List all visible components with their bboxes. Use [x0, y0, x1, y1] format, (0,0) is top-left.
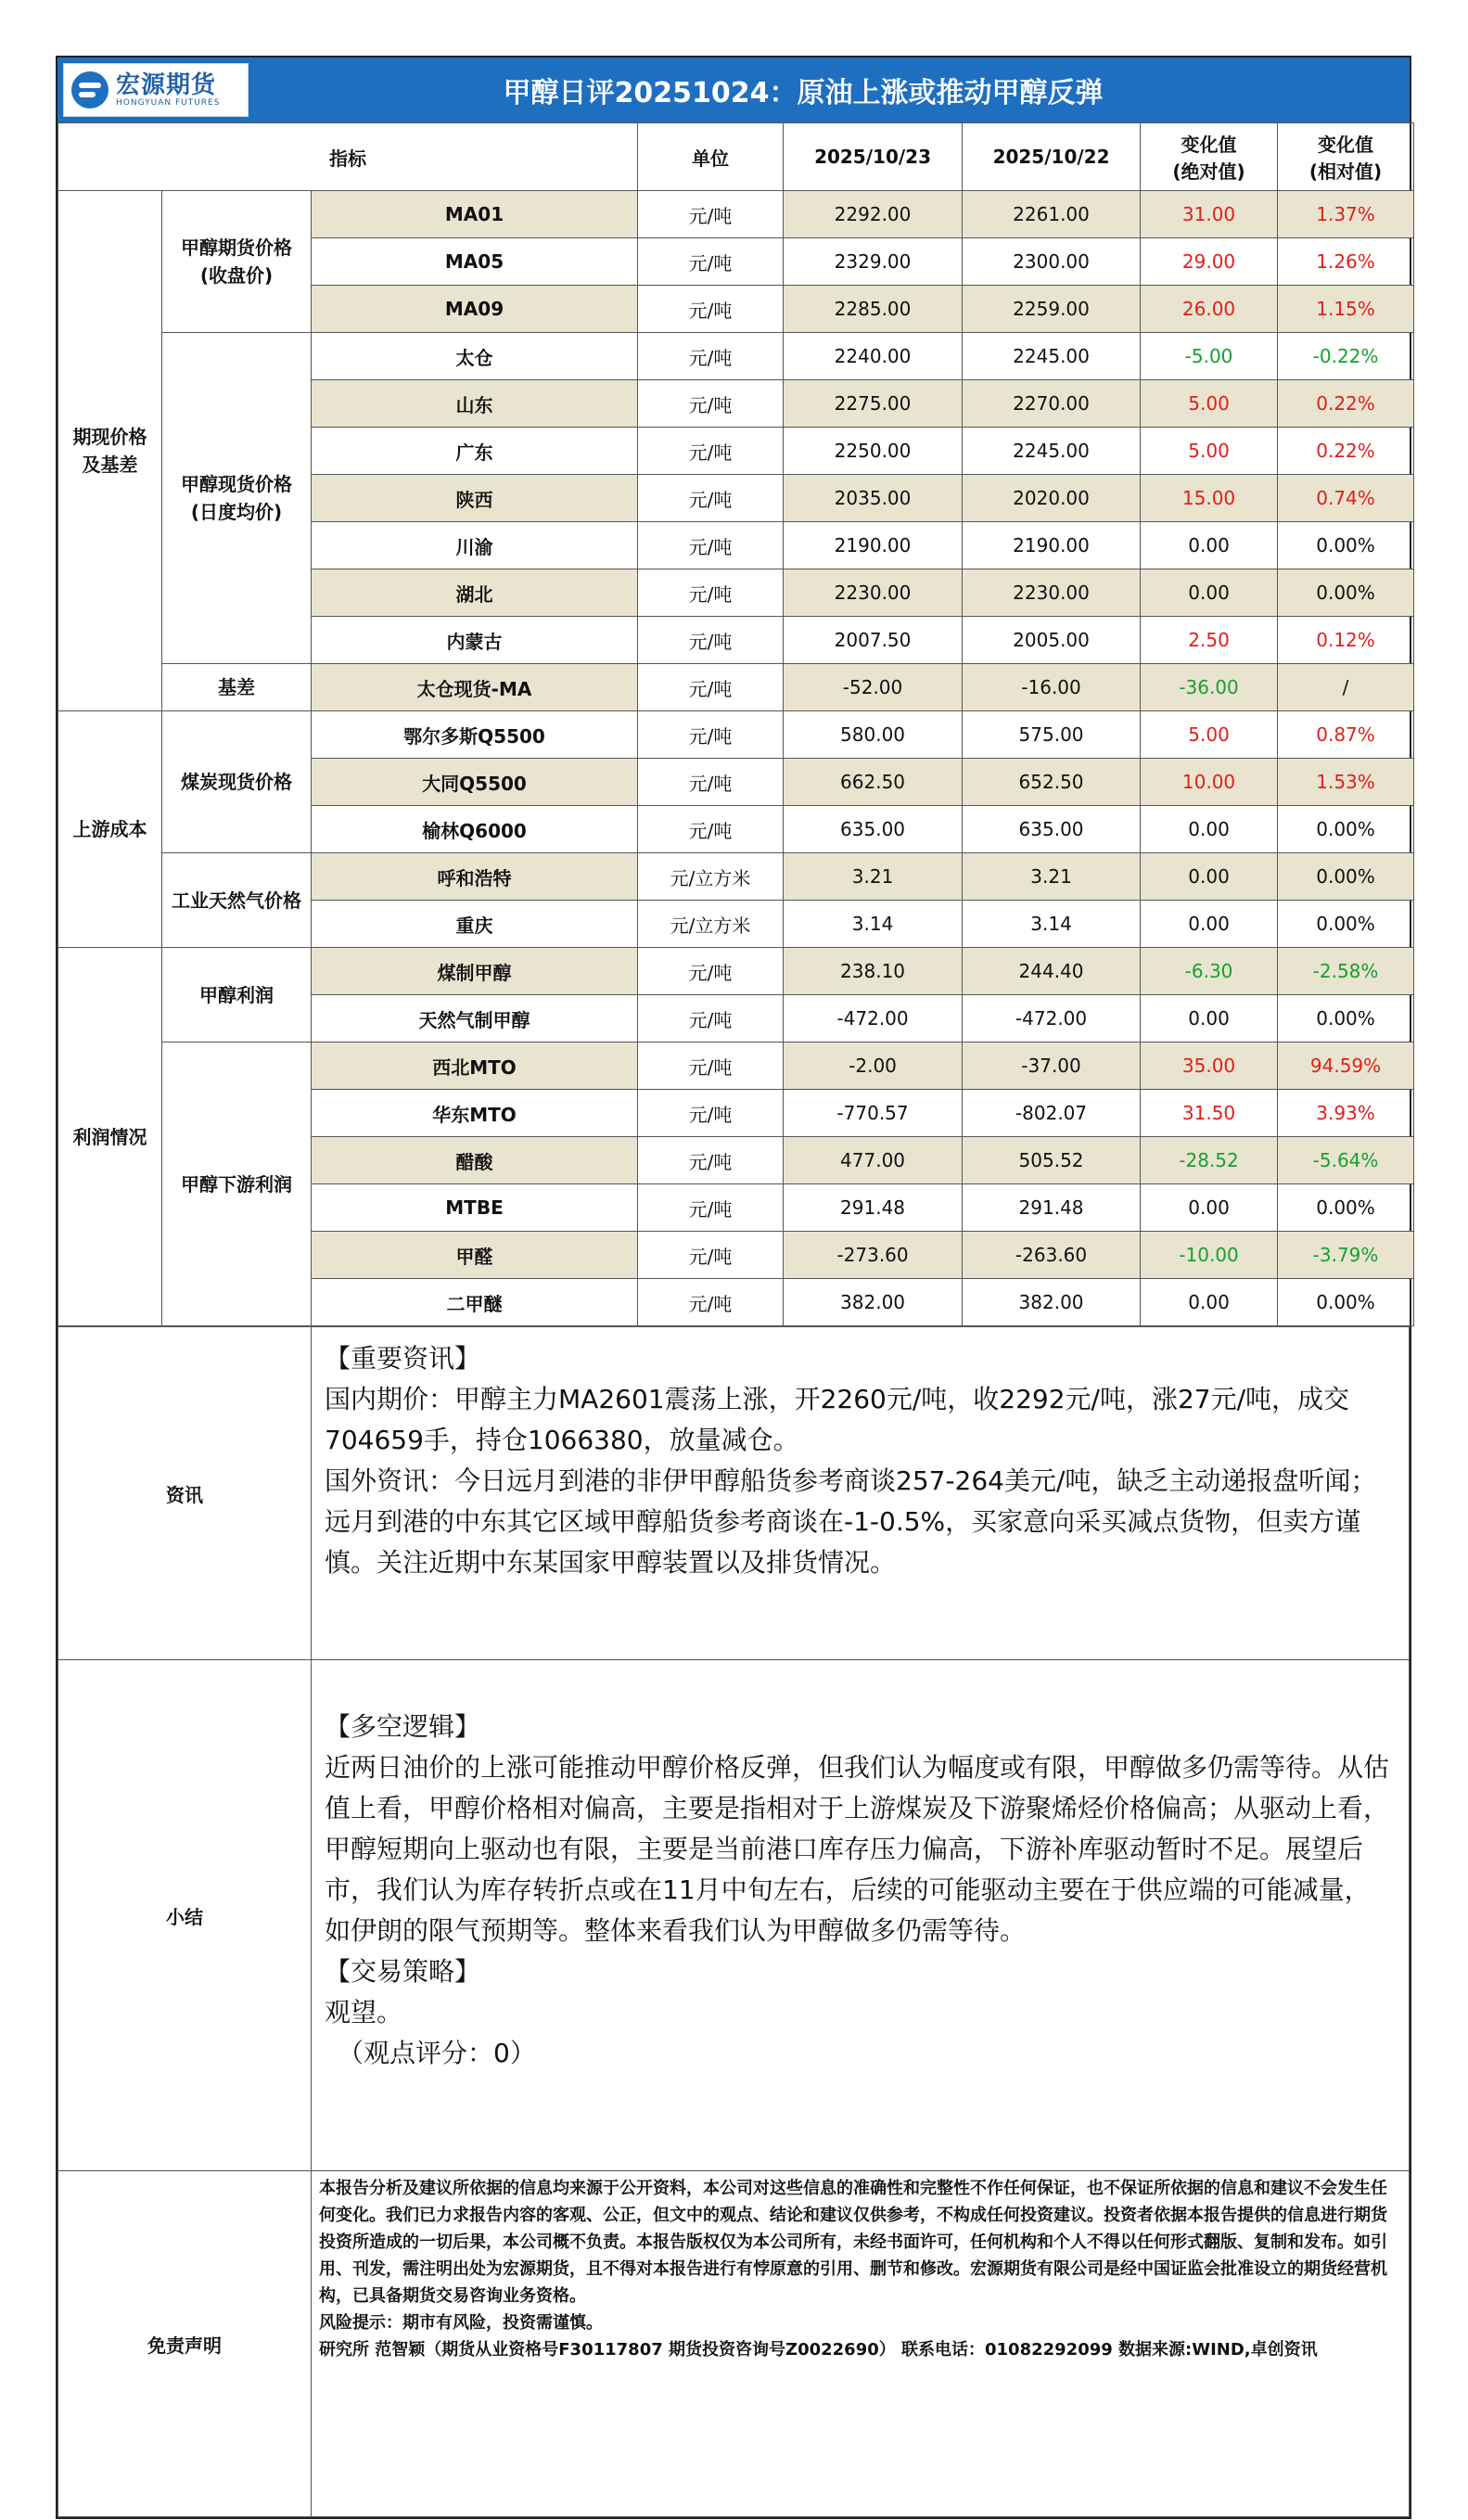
indicator-name: 太仓 [312, 333, 638, 380]
abs-change: -6.30 [1141, 948, 1278, 995]
rel-change: 0.74% [1278, 475, 1414, 522]
table-row [58, 711, 1414, 759]
value-date2: 2245.00 [963, 333, 1141, 380]
abs-change: 0.00 [1141, 569, 1278, 617]
value-date2: 3.21 [963, 853, 1141, 901]
rel-change: 0.00% [1278, 901, 1414, 948]
unit-cell: 元/吨 [638, 806, 784, 853]
rel-change: 0.00% [1278, 569, 1414, 617]
unit-cell: 元/吨 [638, 664, 784, 711]
rel-change: 1.37% [1278, 191, 1414, 238]
unit-cell: 元/吨 [638, 995, 784, 1043]
company-logo [63, 63, 249, 117]
value-date1: 2007.50 [784, 617, 963, 664]
header-rel-change: 变化值 (相对值) [1278, 123, 1414, 191]
indicator-name: 西北MTO [312, 1043, 638, 1090]
news-p1: 国内期价：甲醇主力MA2601震荡上涨，开2260元/吨，收2292元/吨，涨27元/吨，成交704659手，持仓1066380，放量减仓。 [325, 1384, 1350, 1455]
value-date2: 2300.00 [963, 238, 1141, 286]
value-date2: 2245.00 [963, 428, 1141, 475]
news-p2: 国外资讯：今日远月到港的非伊甲醇船货参考商谈257-264美元/吨，缺乏主动递报盘听闻；远月到港的中东其它区域甲醇船货参考商谈在-1-0.5%，买家意向采买减点货物，但卖方谨慎。关注近期中东某国家甲醇装置以及排货情况。 [325, 1465, 1377, 1578]
indicator-name: 醋酸 [312, 1137, 638, 1184]
header-date1: 2025/10/23 [784, 123, 963, 191]
abs-change: -28.52 [1141, 1137, 1278, 1184]
header-unit: 单位 [638, 123, 784, 191]
unit-cell: 元/吨 [638, 475, 784, 522]
indicator-name: 呼和浩特 [312, 853, 638, 901]
unit-cell: 元/吨 [638, 1279, 784, 1326]
unit-cell: 元/吨 [638, 617, 784, 664]
table-row [58, 1043, 1414, 1090]
abs-change: 15.00 [1141, 475, 1278, 522]
value-date2: 2190.00 [963, 522, 1141, 569]
summary-p3: （观点评分：0） [338, 2038, 536, 2068]
rel-change: 0.22% [1278, 428, 1414, 475]
value-date2: -263.60 [963, 1232, 1141, 1279]
unit-cell: 元/吨 [638, 238, 784, 286]
value-date1: -770.57 [784, 1090, 963, 1137]
value-date1: -472.00 [784, 995, 963, 1043]
value-date2: 2259.00 [963, 286, 1141, 333]
indicator-name: 广东 [312, 428, 638, 475]
indicator-name: 陕西 [312, 475, 638, 522]
value-date2: 2005.00 [963, 617, 1141, 664]
abs-change: 31.00 [1141, 191, 1278, 238]
unit-cell: 元/吨 [638, 522, 784, 569]
summary-p2: 观望。 [325, 1997, 403, 2028]
category-cell: 期现价格 及基差 [58, 191, 162, 711]
disclaimer-label: 免责声明 [58, 2171, 312, 2517]
rel-change: 0.00% [1278, 1184, 1414, 1232]
value-date1: 2275.00 [784, 380, 963, 428]
indicator-name: 华东MTO [312, 1090, 638, 1137]
unit-cell: 元/吨 [638, 948, 784, 995]
value-date2: -37.00 [963, 1043, 1141, 1090]
text-sections [57, 1326, 1410, 2517]
value-date1: 2285.00 [784, 286, 963, 333]
value-date1: 2329.00 [784, 238, 963, 286]
header-date2: 2025/10/22 [963, 123, 1141, 191]
value-date2: 2261.00 [963, 191, 1141, 238]
indicator-name: 太仓现货-MA [312, 664, 638, 711]
table-body [58, 191, 1414, 1326]
value-date1: 2190.00 [784, 522, 963, 569]
summary-content [312, 1660, 1410, 2171]
indicator-name: 湖北 [312, 569, 638, 617]
rel-change: 0.22% [1278, 380, 1414, 428]
value-date1: -2.00 [784, 1043, 963, 1090]
value-date1: -52.00 [784, 664, 963, 711]
subcategory-cell: 基差 [162, 664, 312, 711]
rel-change: 3.93% [1278, 1090, 1414, 1137]
rel-change: 0.00% [1278, 522, 1414, 569]
abs-change: -10.00 [1141, 1232, 1278, 1279]
unit-cell: 元/吨 [638, 191, 784, 238]
indicator-name: MTBE [312, 1184, 638, 1232]
value-date2: 2270.00 [963, 380, 1141, 428]
indicator-table [57, 122, 1414, 1326]
abs-change: -36.00 [1141, 664, 1278, 711]
disclaimer-p2: 风险提示：期市有风险，投资需谨慎。 [319, 2313, 603, 2333]
value-date2: -472.00 [963, 995, 1141, 1043]
unit-cell: 元/立方米 [638, 901, 784, 948]
summary-section [58, 1660, 1410, 2171]
indicator-name: MA01 [312, 191, 638, 238]
summary-heading1: 【多空逻辑】 [325, 1711, 481, 1742]
rel-change: 0.12% [1278, 617, 1414, 664]
indicator-name: 煤制甲醇 [312, 948, 638, 995]
logo-icon [71, 71, 109, 109]
abs-change: 35.00 [1141, 1043, 1278, 1090]
abs-change: 10.00 [1141, 759, 1278, 806]
report-header [57, 58, 1410, 122]
news-content [312, 1327, 1410, 1660]
value-date2: 2020.00 [963, 475, 1141, 522]
rel-change: 1.15% [1278, 286, 1414, 333]
abs-change: 0.00 [1141, 901, 1278, 948]
disclaimer-section [58, 2171, 1410, 2517]
unit-cell: 元/吨 [638, 759, 784, 806]
table-row [58, 191, 1414, 238]
abs-change: 29.00 [1141, 238, 1278, 286]
value-date1: 2292.00 [784, 191, 963, 238]
unit-cell: 元/吨 [638, 333, 784, 380]
rel-change: 0.00% [1278, 806, 1414, 853]
indicator-name: 山东 [312, 380, 638, 428]
rel-change: 1.26% [1278, 238, 1414, 286]
logo-cn-text: 宏源期货 [116, 71, 217, 99]
abs-change: 26.00 [1141, 286, 1278, 333]
subcategory-cell: 甲醇利润 [162, 948, 312, 1043]
rel-change: 0.00% [1278, 995, 1414, 1043]
summary-heading2: 【交易策略】 [325, 1956, 481, 1987]
unit-cell: 元/吨 [638, 1184, 784, 1232]
value-date1: 3.21 [784, 853, 963, 901]
value-date2: 3.14 [963, 901, 1141, 948]
indicator-name: 重庆 [312, 901, 638, 948]
news-label: 资讯 [58, 1327, 312, 1660]
value-date1: 382.00 [784, 1279, 963, 1326]
value-date1: 662.50 [784, 759, 963, 806]
indicator-name: 榆林Q6000 [312, 806, 638, 853]
disclaimer-p1: 本报告分析及建议所依据的信息均来源于公开资料，本公司对这些信息的准确性和完整性不作任何保证，也不保证所依据的信息和建议不会发生任何变化。我们已力求报告内容的客观、公正，但文中的观点、结论和建议仅供参考，不构成任何投资建议。投资者依据本报告提供的信息进行期货投资所造成的一切后果，本公司概不负责。本报告版权仅为本公司所有，未经书面许可，任何机构和个人不得以任何形式翻版、复制和发布。如引用、刊发，需注明出处为宏源期货，且不得对本报告进行有悖原意的引用、删节和修改。宏源期货有限公司是经中国证监会批准设立的期货经营机构，已具备期货交易咨询业务资格。 [319, 2179, 1387, 2306]
report-title: 甲醇日评20251024：原油上涨或推动甲醇反弹 [503, 77, 1104, 109]
value-date2: 575.00 [963, 711, 1141, 759]
header-indicator: 指标 [58, 123, 638, 191]
indicator-name: MA09 [312, 286, 638, 333]
news-section [58, 1327, 1410, 1660]
report-frame [56, 56, 1411, 2519]
abs-change: -5.00 [1141, 333, 1278, 380]
rel-change: 1.53% [1278, 759, 1414, 806]
unit-cell: 元/吨 [638, 711, 784, 759]
value-date1: 2230.00 [784, 569, 963, 617]
value-date2: 505.52 [963, 1137, 1141, 1184]
rel-change: -5.64% [1278, 1137, 1414, 1184]
unit-cell: 元/吨 [638, 286, 784, 333]
table-header-row [58, 123, 1414, 191]
table-row [58, 333, 1414, 380]
table-row [58, 853, 1414, 901]
rel-change: 0.00% [1278, 1279, 1414, 1326]
abs-change: 31.50 [1141, 1090, 1278, 1137]
indicator-name: 鄂尔多斯Q5500 [312, 711, 638, 759]
value-date2: 244.40 [963, 948, 1141, 995]
category-cell: 上游成本 [58, 711, 162, 948]
summary-label: 小结 [58, 1660, 312, 2171]
abs-change: 5.00 [1141, 711, 1278, 759]
unit-cell: 元/吨 [638, 1137, 784, 1184]
subcategory-cell: 甲醇下游利润 [162, 1043, 312, 1326]
rel-change: 94.59% [1278, 1043, 1414, 1090]
rel-change: 0.00% [1278, 853, 1414, 901]
value-date2: 382.00 [963, 1279, 1141, 1326]
indicator-name: 甲醛 [312, 1232, 638, 1279]
abs-change: 0.00 [1141, 853, 1278, 901]
indicator-name: 天然气制甲醇 [312, 995, 638, 1043]
subcategory-cell: 甲醇现货价格 (日度均价) [162, 333, 312, 664]
subcategory-cell: 工业天然气价格 [162, 853, 312, 948]
unit-cell: 元/吨 [638, 380, 784, 428]
abs-change: 0.00 [1141, 806, 1278, 853]
value-date1: 2240.00 [784, 333, 963, 380]
abs-change: 0.00 [1141, 1184, 1278, 1232]
category-cell: 利润情况 [58, 948, 162, 1326]
abs-change: 0.00 [1141, 522, 1278, 569]
value-date1: -273.60 [784, 1232, 963, 1279]
subcategory-cell: 甲醇期货价格 (收盘价) [162, 191, 312, 333]
table-row [58, 664, 1414, 711]
abs-change: 5.00 [1141, 428, 1278, 475]
value-date2: -802.07 [963, 1090, 1141, 1137]
value-date1: 2035.00 [784, 475, 963, 522]
header-abs-change: 变化值 (绝对值) [1141, 123, 1278, 191]
subcategory-cell: 煤炭现货价格 [162, 711, 312, 853]
rel-change: -2.58% [1278, 948, 1414, 995]
indicator-name: 川渝 [312, 522, 638, 569]
value-date2: 2230.00 [963, 569, 1141, 617]
unit-cell: 元/吨 [638, 1232, 784, 1279]
indicator-name: MA05 [312, 238, 638, 286]
rel-change: / [1278, 664, 1414, 711]
value-date2: 291.48 [963, 1184, 1141, 1232]
summary-p1: 近两日油价的上涨可能推动甲醇价格反弹，但我们认为幅度或有限，甲醇做多仍需等待。从估值上看，甲醇价格相对偏高，主要是指相对于上游煤炭及下游聚烯烃价格偏高；从驱动上看，甲醇短期向上驱动也有限，主要是当前港口库存压力偏高，下游补库驱动暂时不足。展望后市，我们认为库存转折点或在11月中旬左右，后续的可能驱动主要在于供应端的可能减量，如伊朗的限气预期等。整体来看我们认为甲醇做多仍需等待。 [325, 1752, 1390, 1946]
news-heading: 【重要资讯】 [325, 1343, 481, 1374]
unit-cell: 元/吨 [638, 428, 784, 475]
abs-change: 2.50 [1141, 617, 1278, 664]
value-date1: 477.00 [784, 1137, 963, 1184]
value-date1: 3.14 [784, 901, 963, 948]
rel-change: 0.87% [1278, 711, 1414, 759]
unit-cell: 元/吨 [638, 1090, 784, 1137]
value-date1: 2250.00 [784, 428, 963, 475]
value-date2: 652.50 [963, 759, 1141, 806]
disclaimer-p3: 研究所 范智颖（期货从业资格号F30117807 期货投资咨询号Z0022690） 联系电话：01082292099 数据来源:WIND,卓创资讯 [319, 2340, 1318, 2360]
unit-cell: 元/立方米 [638, 853, 784, 901]
disclaimer-content [312, 2171, 1410, 2517]
indicator-name: 内蒙古 [312, 617, 638, 664]
indicator-name: 二甲醚 [312, 1279, 638, 1326]
abs-change: 5.00 [1141, 380, 1278, 428]
abs-change: 0.00 [1141, 1279, 1278, 1326]
rel-change: -3.79% [1278, 1232, 1414, 1279]
value-date1: 635.00 [784, 806, 963, 853]
unit-cell: 元/吨 [638, 1043, 784, 1090]
unit-cell: 元/吨 [638, 569, 784, 617]
table-row [58, 948, 1414, 995]
value-date2: 635.00 [963, 806, 1141, 853]
abs-change: 0.00 [1141, 995, 1278, 1043]
value-date1: 291.48 [784, 1184, 963, 1232]
logo-en-text: HONGYUAN FUTURES [116, 98, 221, 108]
value-date1: 238.10 [784, 948, 963, 995]
value-date2: -16.00 [963, 664, 1141, 711]
indicator-name: 大同Q5500 [312, 759, 638, 806]
value-date1: 580.00 [784, 711, 963, 759]
rel-change: -0.22% [1278, 333, 1414, 380]
